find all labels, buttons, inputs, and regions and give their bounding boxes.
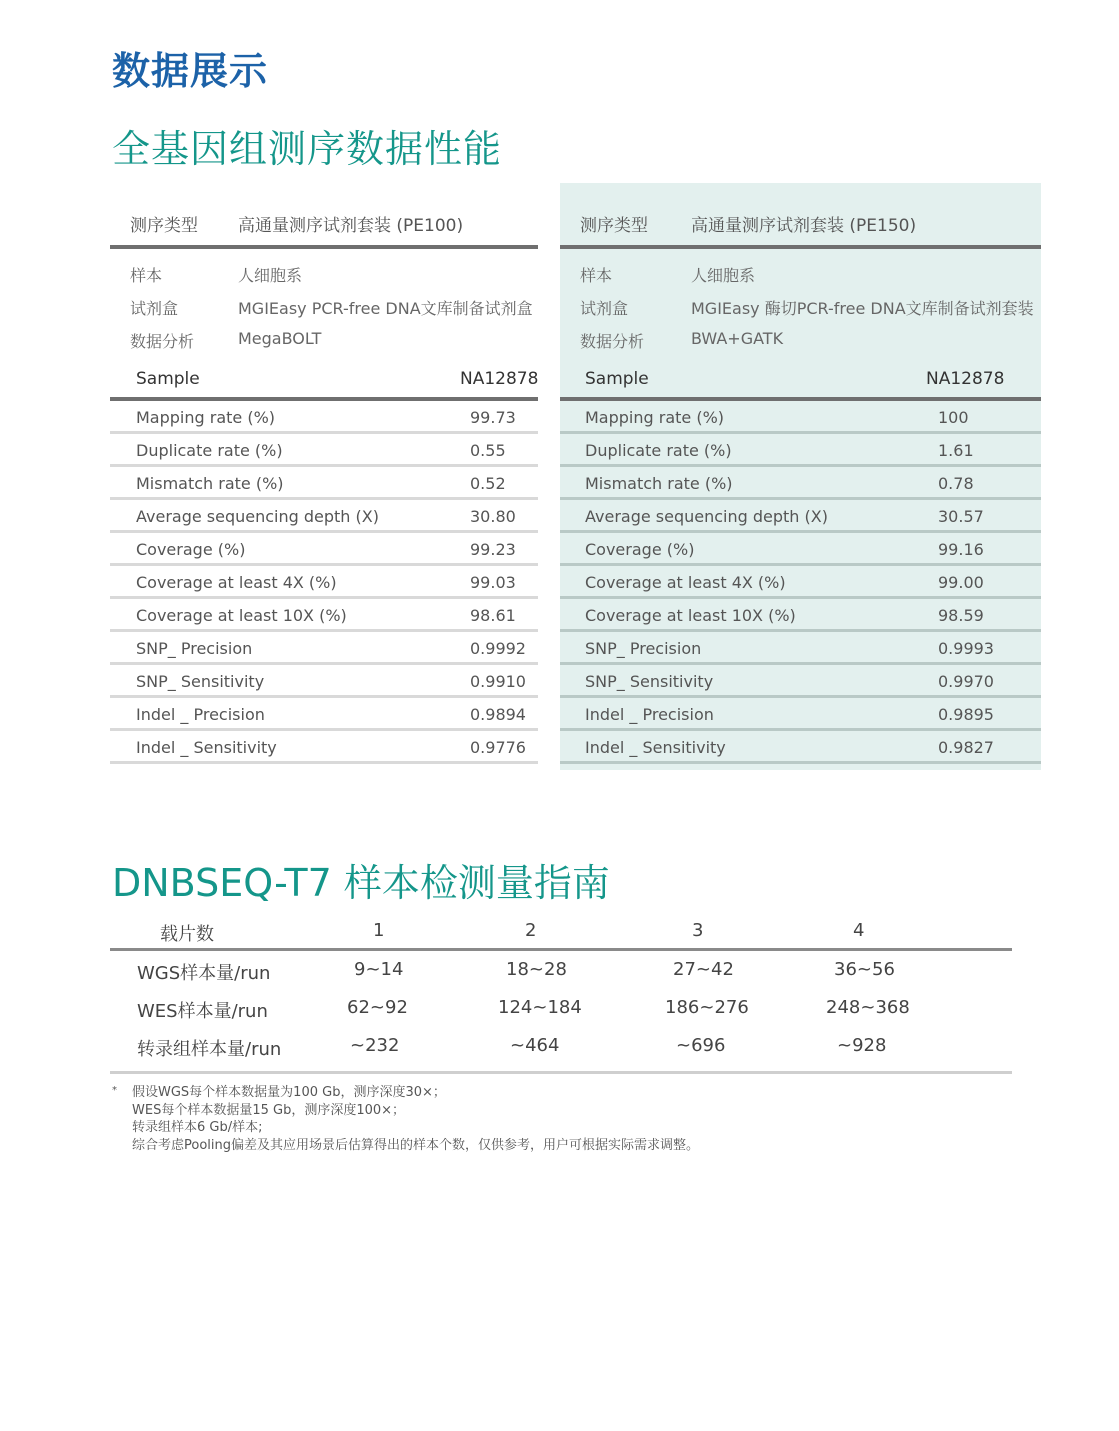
table-cell: 27~42 (673, 959, 734, 980)
table-cell: ~696 (676, 1035, 726, 1056)
perf-table-pe100 (110, 183, 538, 764)
meta-value: MGIEasy PCR-free DNA文库制备试剂盒 (238, 299, 533, 318)
table-row (110, 533, 538, 566)
metric-name: Duplicate rate (%) (585, 441, 732, 460)
metric-name: Coverage at least 4X (%) (136, 573, 337, 592)
meta-key: 样本 (580, 266, 613, 285)
metric-value: 0.52 (470, 474, 506, 493)
table-row (560, 467, 1041, 500)
table-row (110, 467, 538, 500)
table-row (560, 401, 1041, 434)
metric-name: Coverage at least 10X (%) (585, 606, 796, 625)
metric-value: 100 (938, 408, 969, 427)
table-cell: 186~276 (665, 997, 749, 1018)
table-row (110, 632, 538, 665)
table-row (110, 599, 538, 632)
table-row (110, 434, 538, 467)
metric-value: 0.9894 (470, 705, 526, 724)
table-row (110, 500, 538, 533)
table-row (560, 500, 1041, 533)
meta-key: 数据分析 (130, 332, 195, 351)
row-label: WGS样本量/run (137, 963, 271, 984)
column-header: 1 (373, 920, 385, 941)
seq-type-label: 测序类型 (580, 216, 648, 236)
table-header-row (110, 914, 1012, 951)
table-row (110, 1027, 1012, 1065)
table-cell: 18~28 (506, 959, 567, 980)
table-row (560, 566, 1041, 599)
metric-value: 0.9970 (938, 672, 994, 691)
sample-label: Sample (585, 369, 649, 389)
table-cell: 62~92 (347, 997, 408, 1018)
metric-value: 99.73 (470, 408, 516, 427)
metric-name: Indel _ Precision (585, 705, 714, 724)
table-row (110, 989, 1012, 1027)
section-title-t7: DNBSEQ-T7 样本检测量指南 (112, 861, 610, 905)
metric-name: Mismatch rate (%) (585, 474, 733, 493)
metric-name: Indel _ Sensitivity (136, 738, 277, 757)
table-row (560, 434, 1041, 467)
metric-value: 98.59 (938, 606, 984, 625)
metric-value: 0.9827 (938, 738, 994, 757)
metric-name: SNP_ Precision (585, 639, 702, 658)
metric-name: Coverage at least 4X (%) (585, 573, 786, 592)
seq-type-label: 测序类型 (130, 216, 198, 236)
metric-value: 30.80 (470, 507, 516, 526)
table-cell: 124~184 (498, 997, 582, 1018)
sample-value: NA12878 (926, 369, 1005, 389)
sample-label: Sample (136, 369, 200, 389)
meta-key: 试剂盒 (580, 299, 629, 318)
row-label: WES样本量/run (137, 1001, 268, 1022)
column-header: 载片数 (160, 924, 214, 945)
table-cell: ~232 (350, 1035, 400, 1056)
table-row (560, 632, 1041, 665)
footnote-line: 综合考虑Pooling偏差及其应用场景后估算得出的样本个数，仅供参考，用户可根据实际需求调整。 (132, 1137, 699, 1153)
metric-value: 99.03 (470, 573, 516, 592)
metric-value: 0.9776 (470, 738, 526, 757)
metric-value: 0.9992 (470, 639, 526, 658)
metric-name: Average sequencing depth (X) (585, 507, 828, 526)
sample-value: NA12878 (460, 369, 539, 389)
metric-value: 98.61 (470, 606, 516, 625)
column-header: 4 (853, 920, 865, 941)
metric-value: 0.9895 (938, 705, 994, 724)
table-row (110, 566, 538, 599)
metric-name: Indel _ Sensitivity (585, 738, 726, 757)
metric-name: Coverage at least 10X (%) (136, 606, 347, 625)
metric-name: Mapping rate (%) (136, 408, 276, 427)
seq-type-value: 高通量测序试剂套装 (PE100) (238, 216, 464, 236)
table-cell: 36~56 (834, 959, 895, 980)
section-title-wgs: 全基因组测序数据性能 (112, 127, 503, 171)
table-row (560, 599, 1041, 632)
footnotes (112, 1084, 699, 1154)
column-header: 3 (692, 920, 704, 941)
t7-sample-table (110, 914, 1012, 1074)
meta-value: MGIEasy 酶切PCR-free DNA文库制备试剂套装 (691, 299, 1034, 318)
metric-name: SNP_ Sensitivity (585, 672, 714, 691)
metric-value: 0.55 (470, 441, 506, 460)
perf-table-header (560, 183, 1041, 249)
column-header: 2 (525, 920, 537, 941)
metric-value: 30.57 (938, 507, 984, 526)
perf-table-pe150 (560, 183, 1041, 770)
table-row (560, 698, 1041, 731)
metric-name: Duplicate rate (%) (136, 441, 283, 460)
sample-header-row (560, 365, 1041, 401)
metric-name: SNP_ Precision (136, 639, 253, 658)
metric-name: Coverage (%) (585, 540, 695, 559)
table-body (110, 951, 1012, 1074)
table-row (560, 731, 1041, 764)
table-cell: 9~14 (354, 959, 404, 980)
metric-name: Indel _ Precision (136, 705, 265, 724)
metric-name: Average sequencing depth (X) (136, 507, 379, 526)
footnote-line: WES每个样本数据量15 Gb，测序深度100×； (132, 1102, 406, 1118)
meta-key: 数据分析 (580, 332, 645, 351)
table-cell: ~464 (510, 1035, 560, 1056)
row-label: 转录组样本量/run (137, 1039, 282, 1060)
perf-table-meta (110, 249, 538, 365)
seq-type-value: 高通量测序试剂套装 (PE150) (691, 216, 917, 236)
metric-value: 99.16 (938, 540, 984, 559)
metric-value: 99.23 (470, 540, 516, 559)
metric-value: 0.9910 (470, 672, 526, 691)
meta-key: 样本 (130, 266, 163, 285)
metric-value: 0.9993 (938, 639, 994, 658)
page-title: 数据展示 (112, 49, 269, 93)
table-row (110, 731, 538, 764)
metric-value: 0.78 (938, 474, 974, 493)
metric-value: 99.00 (938, 573, 984, 592)
table-row (110, 665, 538, 698)
table-cell: ~928 (837, 1035, 887, 1056)
table-row (560, 665, 1041, 698)
table-row (110, 698, 538, 731)
meta-value: BWA+GATK (691, 329, 784, 348)
meta-value: 人细胞系 (238, 266, 303, 285)
table-cell: 248~368 (826, 997, 910, 1018)
table-row (560, 533, 1041, 566)
metric-name: Mismatch rate (%) (136, 474, 284, 493)
metric-name: Mapping rate (%) (585, 408, 725, 427)
footnote-line: 假设WGS每个样本数据量为100 Gb，测序深度30×； (132, 1085, 446, 1100)
footnote-line: 转录组样本6 Gb/样本; (132, 1120, 263, 1135)
table-row (110, 951, 1012, 989)
metric-value: 1.61 (938, 441, 974, 460)
perf-table-meta (560, 249, 1041, 365)
perf-table-header (110, 183, 538, 249)
metric-name: Coverage (%) (136, 540, 246, 559)
meta-value: MegaBOLT (238, 329, 322, 348)
footnote-marker: * (112, 1085, 117, 1096)
metric-name: SNP_ Sensitivity (136, 672, 265, 691)
table-row (110, 401, 538, 434)
meta-value: 人细胞系 (691, 266, 756, 285)
sample-header-row (110, 365, 538, 401)
meta-key: 试剂盒 (130, 299, 179, 318)
